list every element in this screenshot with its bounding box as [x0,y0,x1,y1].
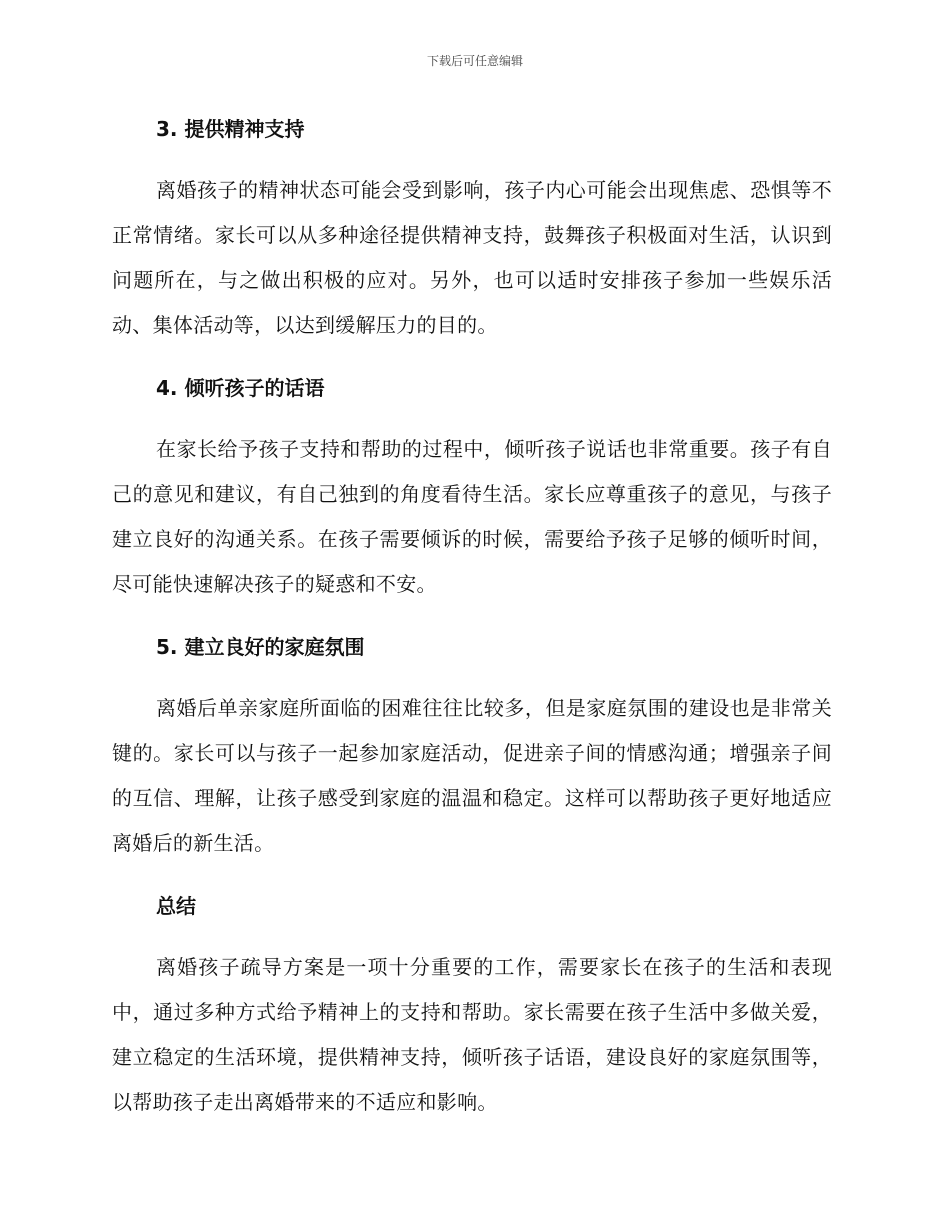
section-paragraph-family-atmosphere: 离婚后单亲家庭所面临的困难往往比较多，但是家庭氛围的建设也是非常关键的。家长可以与孩子一起参加家庭活动，促进亲子间的情感沟通；增强亲子间的互信、理解，让孩子感受到家庭的温温和稳定。这样可以帮助孩子更好地适应离婚后的新生活。 [112,696,832,855]
page-header: 下载后可任意编辑 [426,54,523,68]
section-paragraph-spiritual-support: 离婚孩子的精神状态可能会受到影响，孩子内心可能会出现焦虑、恐惧等不正常情绪。家长可以从多种途径提供精神支持，鼓舞孩子积极面对生活，认识到问题所在，与之做出积极的应对。另外，也可以适时安排孩子参加一些娱乐活动、集体活动等，以达到缓解压力的目的。 [112,178,832,337]
summary-paragraph: 离婚孩子疏导方案是一项十分重要的工作，需要家长在孩子的生活和表现中，通过多种方式给予精神上的支持和帮助。家长需要在孩子生活中多做关爱，建立稳定的生活环境，提供精神支持，倾听孩子话语，建设良好的家庭氛围等，以帮助孩子走出离婚带来的不适应和影响。 [112,955,832,1114]
section-heading-family-atmosphere: 5. 建立良好的家庭氛围 [156,635,365,659]
section-paragraph-listen-to-child: 在家长给予孩子支持和帮助的过程中，倾听孩子说话也非常重要。孩子有自己的意见和建议，有自己独到的角度看待生活。家长应尊重孩子的意见，与孩子建立良好的沟通关系。在孩子需要倾诉的时候，需要给予孩子足够的倾听时间，尽可能快速解决孩子的疑惑和不安。 [112,437,832,596]
document-body [112,112,832,1125]
section-heading-spiritual-support: 3. 提供精神支持 [156,117,305,141]
summary-heading: 总结 [156,894,196,918]
section-heading-listen-to-child: 4. 倾听孩子的话语 [156,376,325,400]
